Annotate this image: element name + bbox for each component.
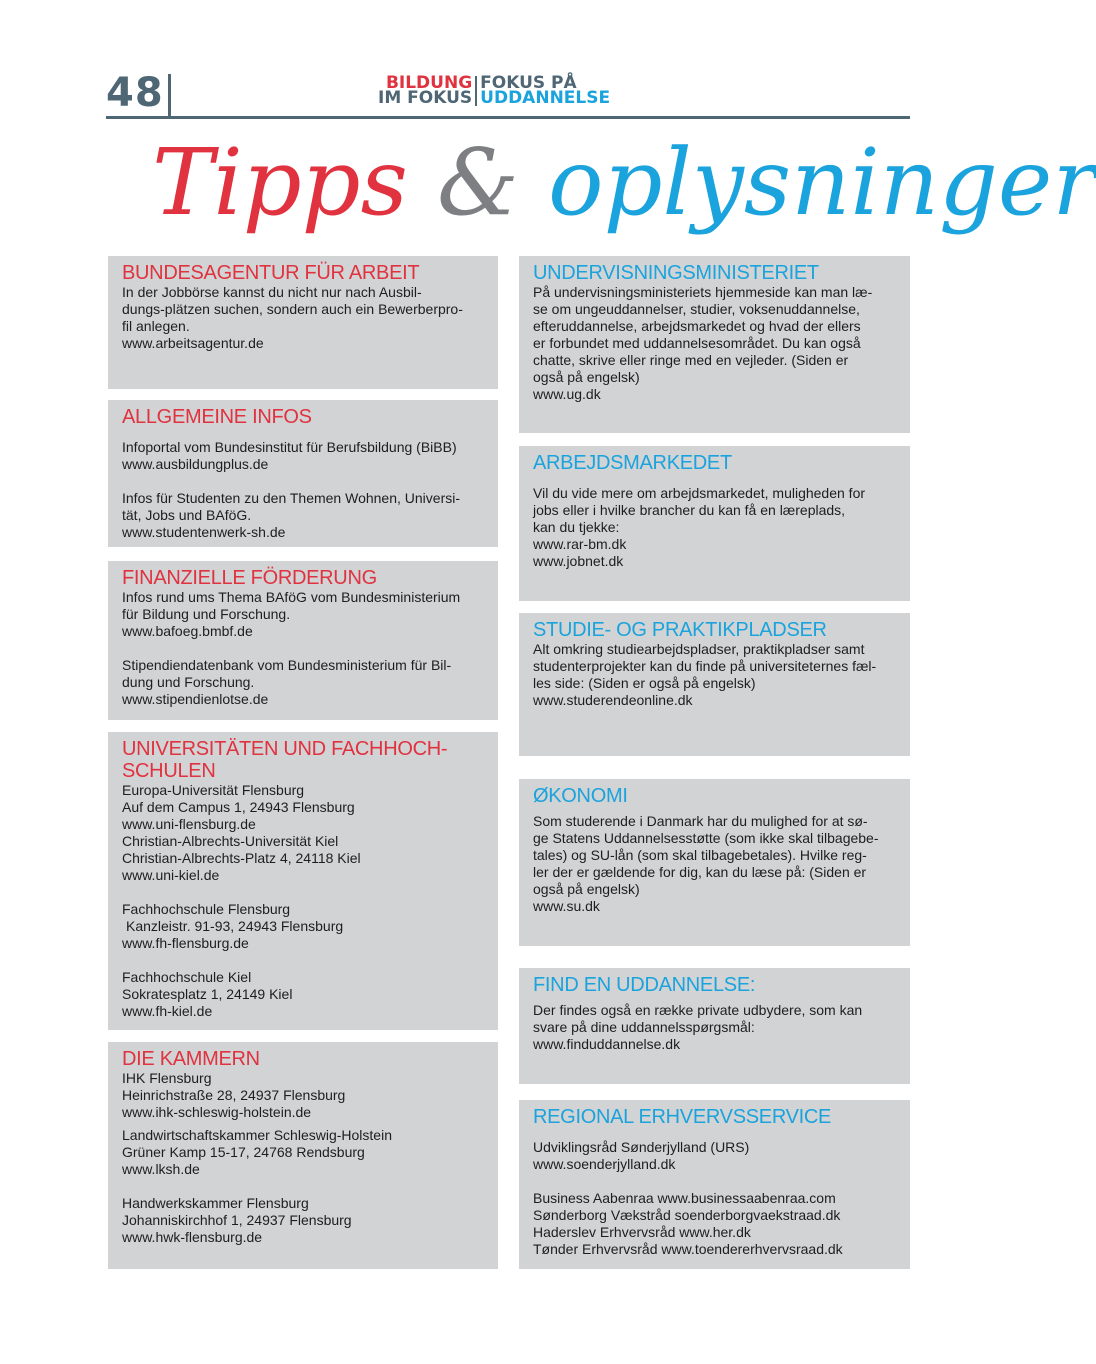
- text-line: Tønder Erhvervsråd www.toendererhvervsraad.dk: [533, 1241, 843, 1257]
- section-heading: UNIVERSITÄTEN UND FACHHOCH-: [122, 738, 448, 760]
- link-text: www.fh-kiel.de: [122, 1003, 213, 1019]
- link-text: www.ug.dk: [533, 386, 601, 402]
- info-box-undervisningsministeriet: [519, 256, 910, 433]
- text-line: les side: (Siden er også på engelsk): [533, 675, 756, 691]
- title-oplysninger: oplysninger: [518, 129, 1096, 236]
- text-line: se om ungeuddannelser, studier, voksenuddannelse,: [533, 301, 860, 317]
- text-line: tales) og SU-lån (som skal tilbagebetales). Hvilke reg-: [533, 847, 867, 863]
- text-line: Sønderborg Vækstråd soenderborgvaekstraad.dk: [533, 1207, 841, 1223]
- text-line: Der findes også en række private udbydere, som kan: [533, 1002, 863, 1018]
- link-text: www.jobnet.dk: [533, 553, 624, 569]
- text-line: Haderslev Erhvervsråd www.her.dk: [533, 1224, 751, 1240]
- section-heading: ARBEJDSMARKEDET: [533, 452, 732, 474]
- info-box-regional-erhvervsservice: [519, 1100, 910, 1269]
- text-line: Infos rund ums Thema BAföG vom Bundesministerium: [122, 589, 461, 605]
- text-line: Fachhochschule Kiel: [122, 969, 252, 985]
- page-number: 48: [106, 70, 164, 116]
- text-line: Grüner Kamp 15-17, 24768 Rendsburg: [122, 1144, 365, 1160]
- link-text: www.uni-kiel.de: [122, 867, 220, 883]
- link-text: www.su.dk: [533, 898, 600, 914]
- info-box-oekonomi: [519, 779, 910, 946]
- text-line: efteruddannelse, arbejdsmarkedet og hvad der ellers: [533, 318, 861, 334]
- text-line: fil anlegen.: [122, 318, 190, 334]
- link-text: www.bafoeg.bmbf.de: [122, 623, 253, 639]
- text-line: Christian-Albrechts-Universität Kiel: [122, 833, 339, 849]
- text-line: Auf dem Campus 1, 24943 Flensburg: [122, 799, 355, 815]
- text-line: Handwerkskammer Flensburg: [122, 1195, 309, 1211]
- section-heading: REGIONAL ERHVERVSSERVICE: [533, 1106, 832, 1128]
- page-title: [152, 128, 1096, 238]
- logo-line1-right: FOKUS PÅ: [480, 73, 577, 93]
- info-box-bundesagentur: [108, 256, 498, 389]
- text-line: tät, Jobs und BAföG.: [122, 507, 252, 523]
- text-line: Landwirtschaftskammer Schleswig-Holstein: [122, 1127, 392, 1143]
- title-ampersand: &: [437, 129, 519, 236]
- text-line: Alt omkring studiearbejdspladser, praktikpladser samt: [533, 641, 865, 657]
- text-line: Infos für Studenten zu den Themen Wohnen, Universi-: [122, 490, 461, 506]
- link-text: www.ausbildungplus.de: [122, 456, 269, 472]
- link-text: www.studentenwerk-sh.de: [122, 524, 286, 540]
- text-line: svare på dine uddannelsspørgsmål:: [533, 1019, 755, 1035]
- link-text: www.soenderjylland.dk: [533, 1156, 676, 1172]
- link-text: www.lksh.de: [122, 1161, 200, 1177]
- link-text: www.fh-flensburg.de: [122, 935, 249, 951]
- info-box-allgemeine-infos: [108, 400, 498, 547]
- link-text: www.finduddannelse.dk: [533, 1036, 681, 1052]
- logo-line2-left: IM FOKUS: [378, 88, 473, 108]
- link-text: www.ihk-schleswig-holstein.de: [122, 1104, 312, 1120]
- text-line: dung und Forschung.: [122, 674, 255, 690]
- text-line: også på engelsk): [533, 369, 640, 385]
- text-line: Christian-Albrechts-Platz 4, 24118 Kiel: [122, 850, 361, 866]
- section-heading: UNDERVISNINGSMINISTERIET: [533, 262, 819, 284]
- section-heading: STUDIE- OG PRAKTIKPLADSER: [533, 619, 827, 641]
- text-line: På undervisningsministeriets hjemmeside kan man læ-: [533, 284, 873, 300]
- text-line: er forbundet med uddannelsesområdet. Du kan også: [533, 335, 861, 351]
- text-line: Sokratesplatz 1, 24149 Kiel: [122, 986, 293, 1002]
- link-text: www.arbeitsagentur.de: [122, 335, 264, 351]
- link-text: www.studerendeonline.dk: [533, 692, 693, 708]
- info-box-finanzielle-foerderung: [108, 561, 498, 720]
- info-box-studie-og-praktikpladser: [519, 613, 910, 756]
- section-heading: FIND EN UDDANNELSE:: [533, 974, 756, 996]
- text-line: chatte, skrive eller ringe med en vejleder. (Siden er: [533, 352, 849, 368]
- section-heading: ALLGEMEINE INFOS: [122, 406, 312, 428]
- text-line: jobs eller i hvilke brancher du kan få en læreplads,: [533, 502, 846, 518]
- text-line: Business Aabenraa www.businessaabenraa.com: [533, 1190, 836, 1206]
- bildung-im-fokus-logo: [378, 73, 611, 108]
- section-heading-continued: SCHULEN: [122, 760, 216, 782]
- text-line: Fachhochschule Flensburg: [122, 901, 291, 917]
- link-text: www.stipendienlotse.de: [122, 691, 269, 707]
- text-line: Johanniskirchhof 1, 24937 Flensburg: [122, 1212, 352, 1228]
- link-text: www.rar-bm.dk: [533, 536, 627, 552]
- text-line: kan du tjekke:: [533, 519, 620, 535]
- text-line: ler der er gældende for dig, kan du læse på: (Siden er: [533, 864, 867, 880]
- info-box-find-en-uddannelse: [519, 968, 910, 1084]
- logo-line1-left: BILDUNG: [385, 73, 473, 93]
- text-line: ge Statens Uddannelsesstøtte (som ikke skal tilbagebe-: [533, 830, 879, 846]
- text-line: studenterprojekter kan du finde på universiteternes fæl-: [533, 658, 877, 674]
- text-line: für Bildung und Forschung.: [122, 606, 291, 622]
- text-line: Som studerende i Danmark har du mulighed for at sø-: [533, 813, 868, 829]
- text-line: Kanzleistr. 91-93, 24943 Flensburg: [126, 918, 344, 934]
- info-box-die-kammern: [108, 1042, 498, 1269]
- header-rule: [106, 116, 910, 119]
- text-line: dungs-plätzen suchen, sondern auch ein Bewerberpro-: [122, 301, 463, 317]
- page-number-divider: [168, 74, 171, 116]
- text-line: IHK Flensburg: [122, 1070, 212, 1086]
- logo-line2-right: UDDANNELSE: [480, 88, 611, 108]
- text-line: In der Jobbörse kannst du nicht nur nach Ausbil-: [122, 284, 422, 300]
- title-tipps: Tipps: [152, 129, 438, 236]
- text-line: Vil du vide mere om arbejdsmarkedet, muligheden for: [533, 485, 866, 501]
- info-box-arbejdsmarkedet: [519, 446, 910, 601]
- text-line: Stipendiendatenbank vom Bundesministerium für Bil-: [122, 657, 452, 673]
- link-text: www.uni-flensburg.de: [122, 816, 256, 832]
- text-line: Europa-Universität Flensburg: [122, 782, 305, 798]
- text-line: Heinrichstraße 28, 24937 Flensburg: [122, 1087, 346, 1103]
- section-heading: ØKONOMI: [533, 785, 628, 807]
- section-heading: FINANZIELLE FÖRDERUNG: [122, 567, 377, 589]
- text-line: også på engelsk): [533, 881, 640, 897]
- text-line: Udviklingsråd Sønderjylland (URS): [533, 1139, 750, 1155]
- info-box-universitaeten: [108, 732, 498, 1030]
- section-heading: DIE KAMMERN: [122, 1048, 260, 1070]
- text-line: Infoportal vom Bundesinstitut für Berufsbildung (BiBB): [122, 439, 457, 455]
- section-heading: BUNDESAGENTUR FÜR ARBEIT: [122, 262, 420, 284]
- link-text: www.hwk-flensburg.de: [122, 1229, 263, 1245]
